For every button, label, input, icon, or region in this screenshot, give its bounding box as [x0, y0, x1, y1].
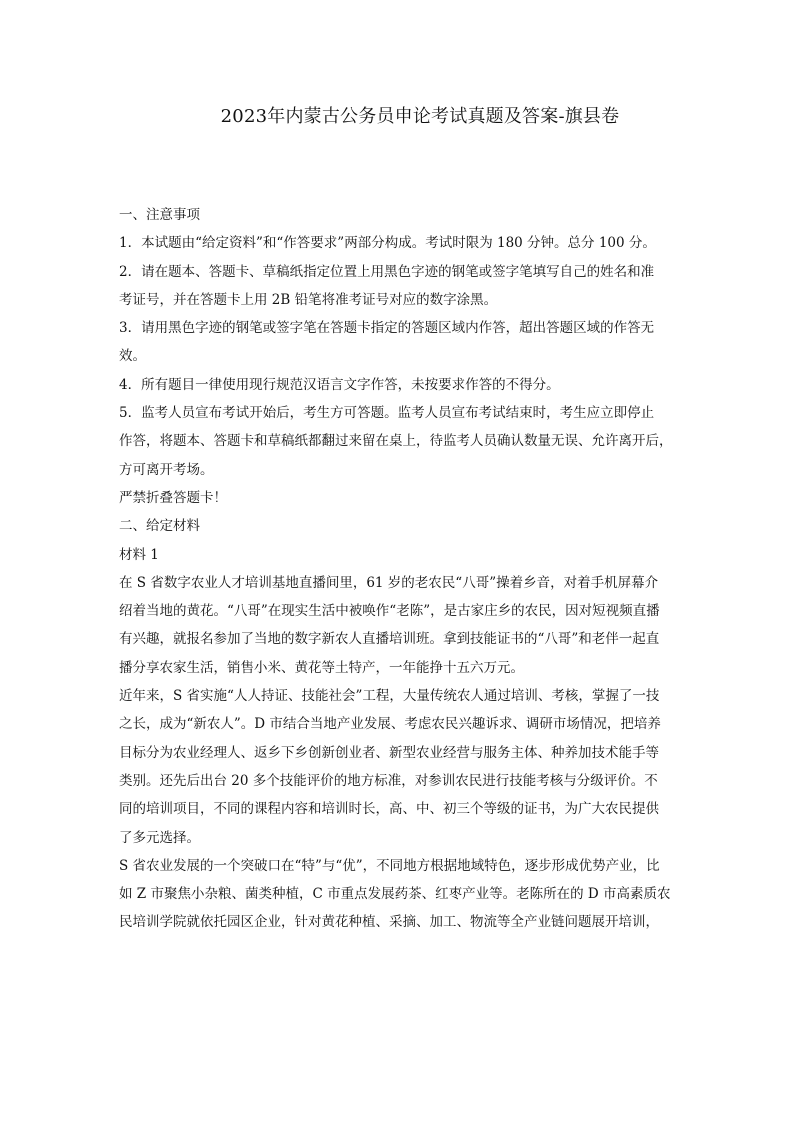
paragraph-line: 5．监考人员宣布考试开始后，考生方可答题。监考人员宣布考试结束时，考生应立即停止	[119, 405, 655, 422]
section-heading-notes: 一、注意事项	[119, 207, 200, 223]
paragraph-line: 方可离开考场。	[119, 461, 214, 478]
paragraph-line: 2．请在题本、答题卡、草稿纸指定位置上用黑色字迹的钢笔或签字笔填写自己的姓名和准	[119, 263, 655, 280]
paragraph-line: 考证号，并在答题卡上用 2B 铅笔将准考证号对应的数字涂黑。	[119, 291, 498, 308]
paragraph-line: 1．本试题由“给定资料”和“作答要求”两部分构成。考试时限为 180 分钟。总分 100 分。	[119, 235, 656, 252]
document-body	[119, 201, 719, 937]
paragraph-line: 近年来，S 省实施“人人持证、技能社会”工程，大量传统农人通过培训、考核，掌握了一技	[119, 688, 660, 705]
paragraph-line: 有兴趣，就报名参加了当地的数字新农人直播培训班。拿到技能证书的“八哥”和老伴一起直	[119, 631, 660, 648]
paragraph-line: 3．请用黑色字迹的钢笔或签字笔在答题卡指定的答题区域内作答，超出答题区域的作答无	[119, 320, 655, 337]
paragraph-line: S 省农业发展的一个突破口在“特”与“优”，不同地方根据地域特色，逐步形成优势产业，比	[119, 857, 660, 874]
paragraph-line: 了多元选择。	[119, 829, 200, 846]
paragraph-line: 播分享农家生活，销售小米、黄花等土特产，一年能挣十五六万元。	[119, 659, 524, 676]
paragraph-line: 目标分为农业经理人、返乡下乡创新创业者、新型农业经营与服务主体、种养加技术能手等	[119, 744, 659, 761]
paragraph-line: 如 Z 市聚焦小杂粮、菌类种植，C 市重点发展药茶、红枣产业等。老陈所在的 D 市高素质农	[119, 886, 671, 903]
paragraph-line: 之长，成为“新农人”。D 市结合当地产业发展、考虑农民兴趣诉求、调研市场情况，把培养	[119, 716, 661, 733]
paragraph-line: 4．所有题目一律使用现行规范汉语言文字作答，未按要求作答的不得分。	[119, 376, 560, 393]
document-title: 2023年内蒙古公务员申论考试真题及答案-旗县卷	[220, 106, 620, 127]
warning-line: 严禁折叠答题卡！	[119, 489, 227, 506]
paragraph-line: 类别。还先后出台 20 多个技能评价的地方标准，对参训农民进行技能考核与分级评价。不	[119, 772, 658, 789]
paragraph-line: 效。	[119, 348, 146, 365]
section-heading-materials: 二、给定材料	[119, 518, 200, 535]
paragraph-line: 作答，将题本、答题卡和草稿纸都翻过来留在桌上，待监考人员确认数量无误、允许离开后，	[119, 433, 673, 450]
paragraph-line: 绍着当地的黄花。“八哥”在现实生活中被唤作“老陈”，是古家庄乡的农民，因对短视频直播	[119, 603, 660, 620]
paragraph-line: 同的培训项目，不同的课程内容和培训时长，高、中、初三个等级的证书，为广大农民提供	[119, 801, 659, 818]
material-heading: 材料 1	[119, 546, 159, 563]
paragraph-line: 在 S 省数字农业人才培训基地直播间里，61 岁的老农民“八哥”操着乡音，对着手机屏幕介	[119, 574, 659, 591]
paragraph-line: 民培训学院就依托园区企业，针对黄花种植、采摘、加工、物流等全产业链问题展开培训，	[119, 914, 659, 931]
